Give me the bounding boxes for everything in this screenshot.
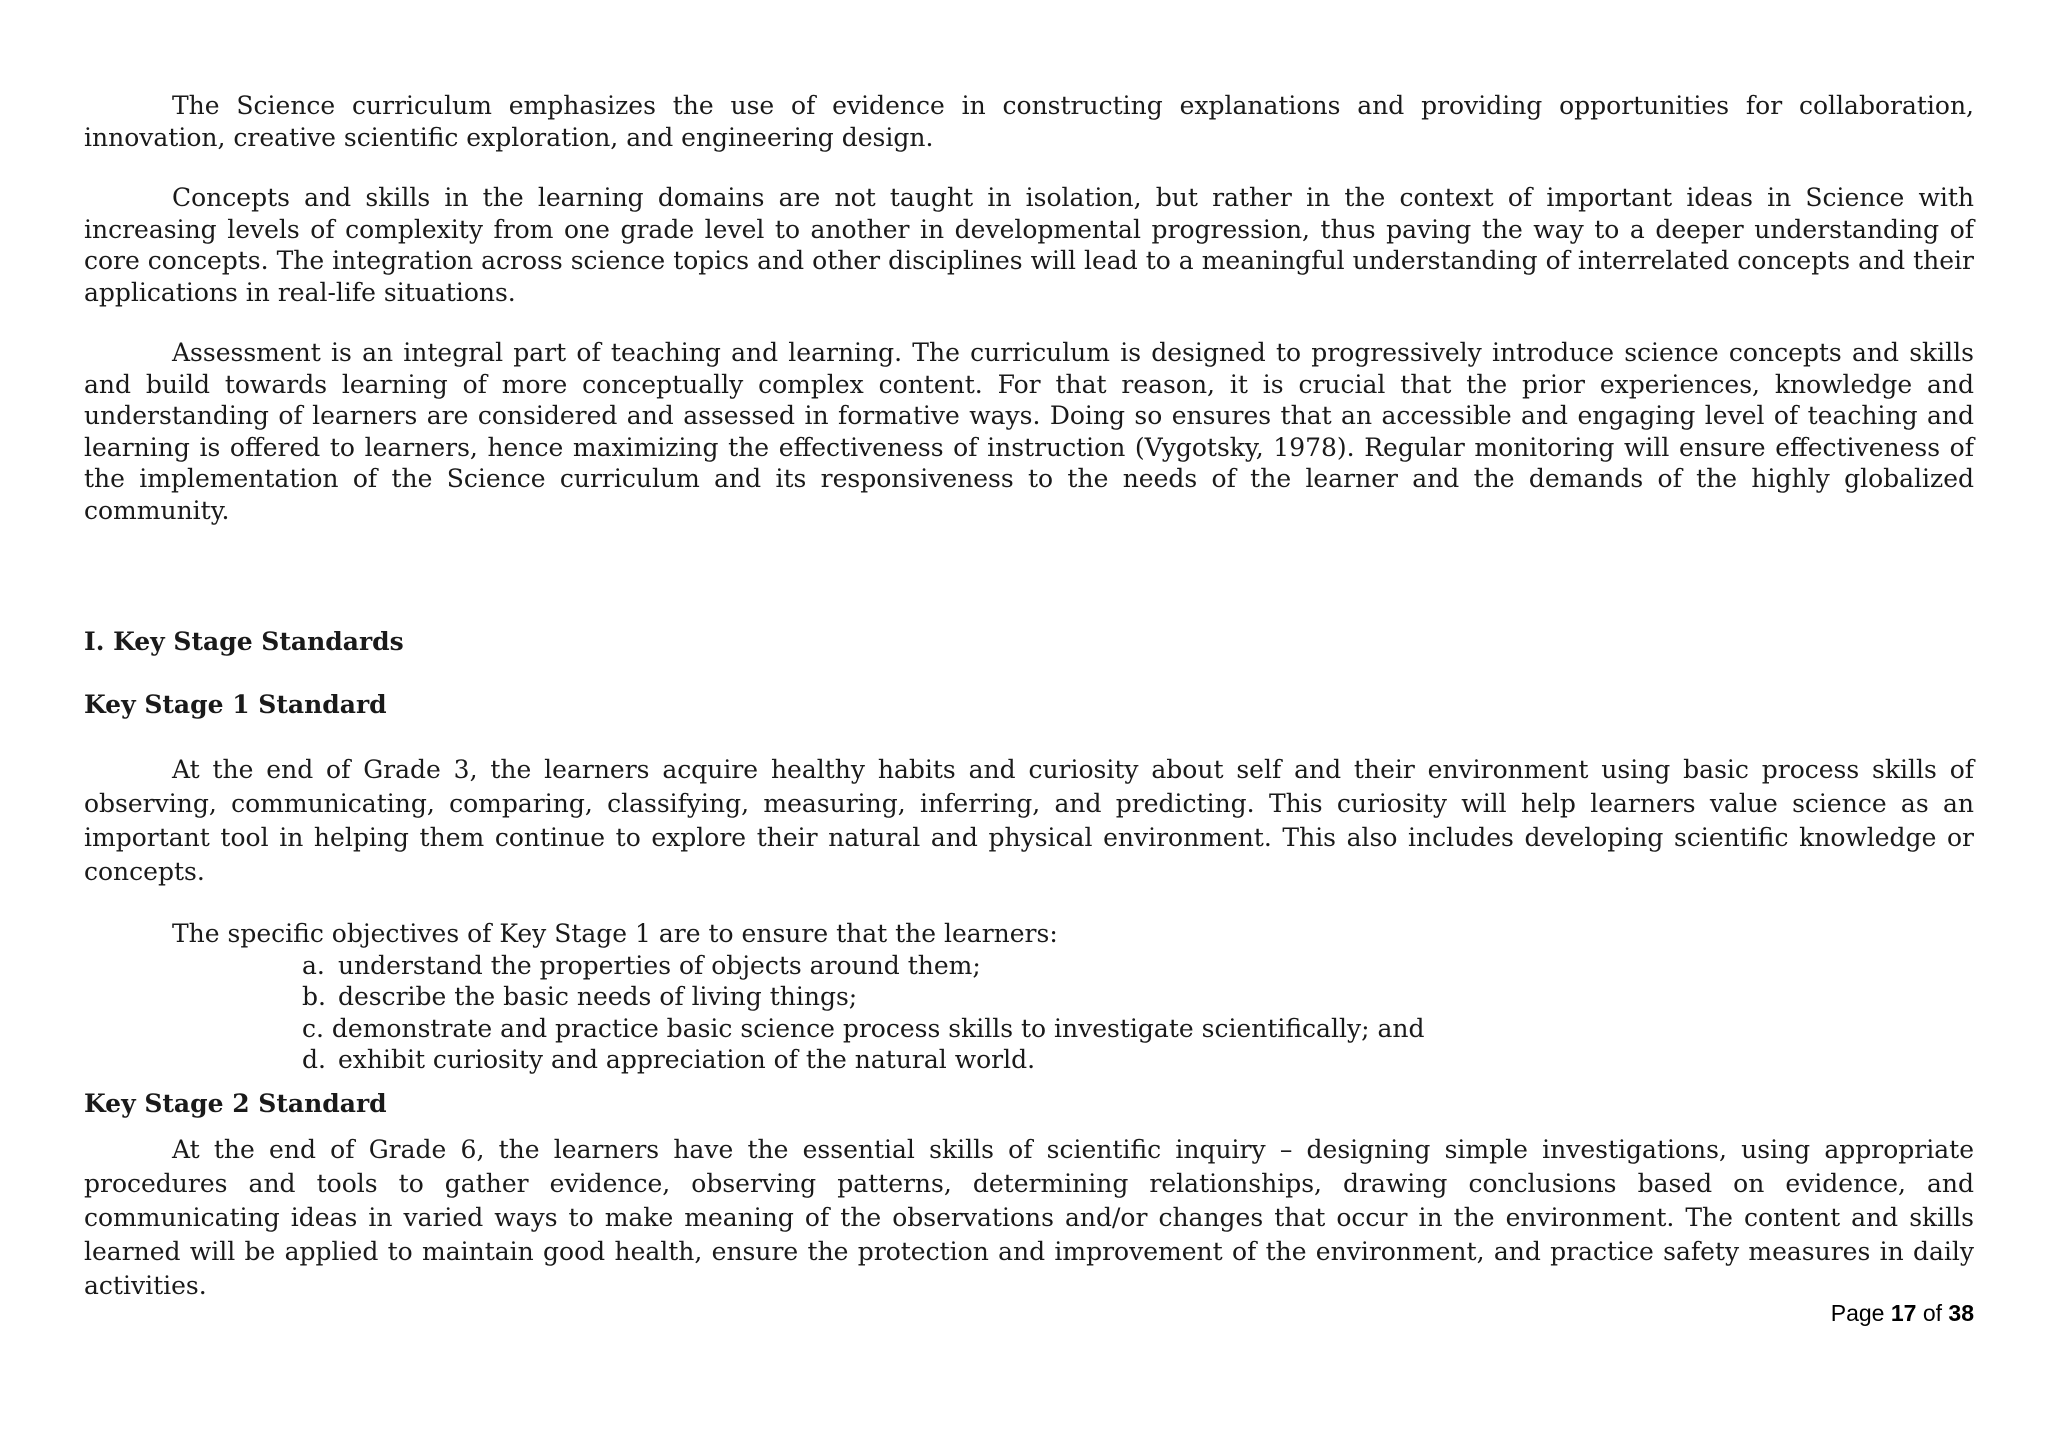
list-item-letter: d. [302,1045,326,1074]
page-number-footer [1831,1300,1974,1327]
list-item [302,1044,1974,1076]
list-item [302,950,1974,982]
current-page-number: 17 [1890,1300,1917,1326]
list-item-text: describe the basic needs of living things; [337,982,858,1011]
key-stage-1-objectives-list [84,950,1974,1076]
list-item [302,981,1974,1013]
list-item-letter: a. [302,950,325,980]
list-item-text: demonstrate and practice basic science process skills to investigate scientifically; and [331,1013,1425,1043]
section-heading-key-stage-standards: I. Key Stage Standards [84,627,404,656]
list-item-letter: c. [302,1013,324,1043]
document-body [84,90,1974,1303]
of-word: of [1922,1300,1943,1326]
key-stage-1-paragraph: At the end of Grade 3, the learners acquire healthy habits and curiosity about self and their environment using basic process skills of observing, communicating, comparing, classifying, measuring, inferring, and predicting. This curiosity will help learners value science as an important tool in helping them continue to explore their natural and physical environment. This also includes developing scientific knowledge or concepts. [84,755,1974,886]
list-item [302,1013,1974,1045]
heading-key-stage-2: Key Stage 2 Standard [84,1088,387,1118]
intro-paragraph-evidence: The Science curriculum emphasizes the use of evidence in constructing explanations and providing opportunities for collaboration, innovation, creative scientific exploration, and engineering design. [84,91,1974,152]
intro-paragraph-assessment: Assessment is an integral part of teaching and learning. The curriculum is designed to progressively introduce science concepts and skills and build towards learning of more conceptually complex content. For that reason, it is crucial that the prior experiences, knowledge and understanding of learners are considered and assessed in formative ways. Doing so ensures that an accessible and engaging level of teaching and learning is offered to learners, hence maximizing the effectiveness of instruction (Vygotsky, 1978). Regular monitoring will ensure effectiveness of the implementation of the Science curriculum and its responsiveness to the needs of the learner and the demands of the highly globalized community. [84,338,1974,525]
intro-paragraph-concepts: Concepts and skills in the learning domains are not taught in isolation, but rather in the context of important ideas in Science with increasing levels of complexity from one grade level to another in developmental progression, thus paving the way to a deeper understanding of core concepts. The integration across science topics and other disciplines will lead to a meaningful understanding of interrelated concepts and their applications in real-life situations. [84,183,1974,307]
list-item-text: exhibit curiosity and appreciation of the natural world. [337,1045,1036,1074]
key-stage-2-paragraph: At the end of Grade 6, the learners have the essential skills of scientific inquiry – designing simple investigations, using appropriate procedures and tools to gather evidence, observing patterns, determining relationships, drawing conclusions based on evidence, and communicating ideas in varied ways to make meaning of the observations and/or changes that occur in the environment. The content and skills learned will be applied to maintain good health, ensure the protection and improvement of the environment, and practice safety measures in daily activities. [84,1134,1974,1300]
list-item-letter: b. [302,982,326,1011]
page-word: Page [1830,1300,1885,1326]
list-item-text: understand the properties of objects around them; [337,950,981,980]
heading-key-stage-1: Key Stage 1 Standard [84,690,387,719]
total-pages-number: 38 [1948,1300,1974,1326]
key-stage-1-objectives-intro: The specific objectives of Key Stage 1 are to ensure that the learners: [172,919,1058,948]
